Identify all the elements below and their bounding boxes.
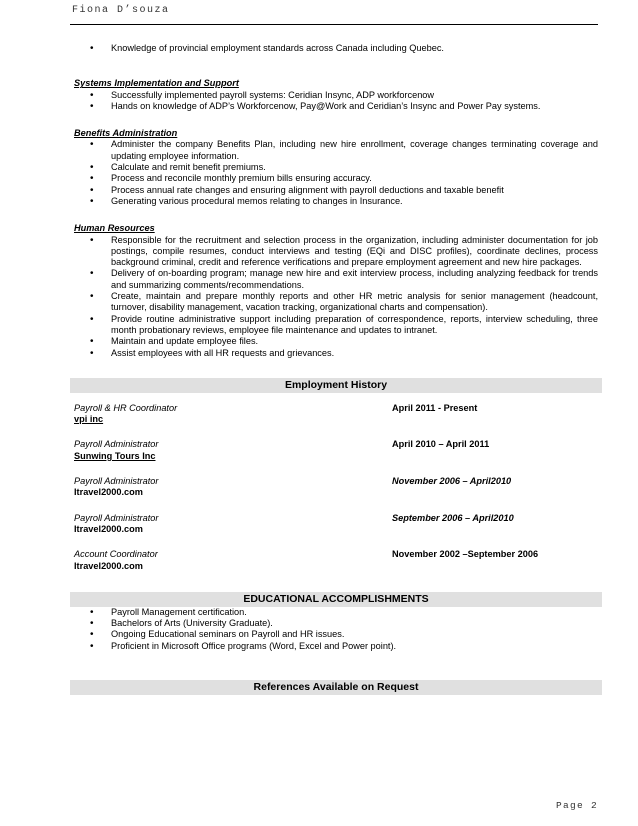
list-item-text: Process and reconcile monthly premium bills ensuring accuracy. (111, 173, 372, 184)
job-dates: November 2006 – April2010 (392, 476, 512, 487)
bullet-icon: • (90, 291, 94, 303)
bullet-icon: • (90, 606, 94, 618)
job-row (74, 439, 598, 450)
company-name: Itravel2000.com (74, 560, 143, 571)
list-item (74, 101, 598, 112)
bullet-icon: • (90, 43, 94, 54)
list-item-text: Payroll Management certification. (111, 606, 247, 617)
list-item (74, 43, 598, 54)
company-name: vpi inc (74, 414, 104, 425)
job-row (74, 513, 598, 524)
bullet-icon: • (90, 234, 94, 246)
benefits-list (74, 139, 598, 207)
job-entry (74, 476, 598, 499)
list-item (74, 139, 598, 162)
list-item (74, 235, 598, 269)
list-item-text: Administer the company Benefits Plan, including new hire enrollment, coverage changes terminating coverage and updating employee information. (111, 139, 598, 161)
list-item (74, 314, 598, 337)
bullet-icon: • (90, 347, 94, 359)
job-title: Payroll Administrator (74, 512, 159, 523)
section-title-systems: Systems Implementation and Support (74, 78, 239, 89)
list-item (74, 185, 598, 196)
job-row (74, 549, 598, 560)
list-item (74, 162, 598, 173)
list-item (74, 641, 598, 652)
bullet-icon: • (90, 640, 94, 652)
list-item-text: Calculate and remit benefit premiums. (111, 162, 266, 173)
list-item-text: Generating various procedural memos relating to changes in Insurance. (111, 195, 403, 206)
list-item (74, 268, 598, 291)
company-name: Sunwing Tours Inc (74, 450, 156, 461)
list-item-text: Maintain and update employee files. (111, 336, 259, 347)
list-item (74, 629, 598, 640)
list-item (74, 618, 598, 629)
list-item-text: Process annual rate changes and ensuring alignment with payroll deductions and taxable benefit (111, 184, 504, 195)
bullet-icon: • (90, 629, 94, 641)
bullet-icon: • (90, 89, 94, 101)
list-item-text: Responsible for the recruitment and selection process in the organization, including administer documentation for job postings, compile resumes, conduct interviews and testing (EQi and DISC profiles), coordinate declines, process background criminal, credit and reference verifications and prepare employment agreement and new hire packages. (111, 234, 598, 268)
list-item-text: Create, maintain and prepare monthly reports and other HR metric analysis for senior management (headcount, turnover, disability management, vacation tracking, organizational charts and compensation). (111, 291, 598, 313)
header-name: Fiona D’souza (72, 5, 170, 16)
systems-list (74, 90, 598, 113)
list-item-text: Successfully implemented payroll systems: Ceridian Insync, ADP workforcenow (111, 89, 435, 100)
list-item (74, 90, 598, 101)
page-number: Page 2 (555, 800, 598, 811)
references-heading: References Available on Request (70, 680, 602, 695)
bullet-icon: • (90, 139, 94, 151)
intro-list (74, 43, 598, 54)
company-name: Itravel2000.com (74, 487, 143, 498)
list-item (74, 196, 598, 207)
list-item (74, 607, 598, 618)
job-entry (74, 549, 598, 572)
employment-history-heading: Employment History (70, 378, 602, 393)
list-item-text: Bachelors of Arts (University Graduate). (111, 618, 273, 629)
bullet-icon: • (90, 195, 94, 207)
company-name: Itravel2000.com (74, 523, 143, 534)
bullet-icon: • (90, 162, 94, 174)
job-title: Payroll Administrator (74, 476, 159, 487)
job-entry (74, 513, 598, 536)
list-item (74, 173, 598, 184)
section-title-benefits: Benefits Administration (74, 128, 178, 139)
bullet-icon: • (90, 313, 94, 325)
list-item (74, 336, 598, 347)
job-dates: November 2002 –September 2006 (392, 549, 539, 560)
job-dates: April 2010 – April 2011 (392, 439, 490, 450)
list-item (74, 291, 598, 314)
list-item-text: Delivery of on-boarding program; manage new hire and exit interview process, including analyzing feedback for trends and summarizing comments/recommendations. (111, 268, 598, 290)
bullet-icon: • (90, 184, 94, 196)
job-entry (74, 439, 598, 462)
list-item-text: Ongoing Educational seminars on Payroll and HR issues. (111, 629, 345, 640)
job-entry (74, 403, 598, 426)
job-dates: April 2011 - Present (392, 402, 478, 413)
job-row (74, 476, 598, 487)
list-item-text: Proficient in Microsoft Office programs (Word, Excel and Power point). (111, 640, 397, 651)
job-title: Account Coordinator (74, 549, 158, 560)
job-dates: September 2006 – April2010 (392, 512, 514, 523)
list-item (74, 348, 598, 359)
list-item-text: Provide routine administrative support including preparation of correspondence, reports, interview scheduling, three month probationary reviews, employee file maintenance and updates to intranet. (111, 313, 598, 335)
bullet-icon: • (90, 618, 94, 630)
job-title: Payroll & HR Coordinator (74, 402, 178, 413)
job-row (74, 403, 598, 414)
list-item-text: Assist employees with all HR requests and grievances. (111, 347, 335, 358)
bullet-icon: • (90, 336, 94, 348)
section-title-hr: Human Resources (74, 223, 155, 234)
bullet-icon: • (90, 173, 94, 185)
resume-content (74, 43, 598, 695)
education-heading: EDUCATIONAL ACCOMPLISHMENTS (70, 592, 602, 607)
hr-list (74, 235, 598, 359)
header-rule (70, 24, 598, 25)
bullet-icon: • (90, 100, 94, 112)
bullet-icon: • (90, 268, 94, 280)
job-title: Payroll Administrator (74, 439, 159, 450)
list-item-text: Knowledge of provincial employment standards across Canada including Quebec. (111, 43, 444, 53)
list-item-text: Hands on knowledge of ADP’s Workforcenow, Pay@Work and Ceridian’s Insync and Power Pay systems. (111, 100, 541, 111)
education-list (74, 607, 598, 652)
